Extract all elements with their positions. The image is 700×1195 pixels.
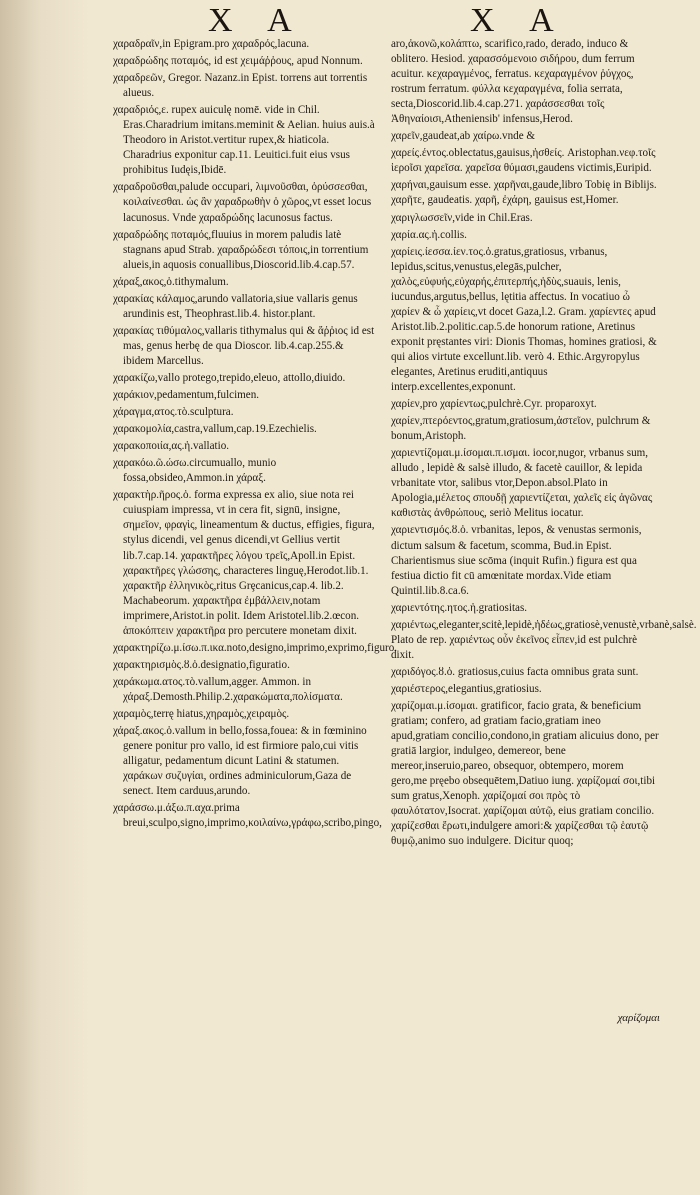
dictionary-entry: χαριέστερος,elegantius,gratiosius. bbox=[391, 682, 542, 695]
dictionary-entry: χαριεντίζομαι.μ.ίσομαι.π.ισμαι. iocor,nugor, vrbanus sum, alludo , lepidè & salsè illudo, & facetè cauillor, & lepida vrbanitate vtor, salibus vtor,Depon.absol.Plato in Apologia,μέλετος σπουδῇ χαριεντίζεται, χαλεῖς εἰς ἀγῶνας καθιστὰς ἀνθρώπους, seriò Melitus iocatur. bbox=[391, 447, 653, 520]
dictionary-entry: χαρία.ας.ἡ.collis. bbox=[391, 228, 467, 241]
dictionary-entry: χαρείς.έντος.oblectatus,gauisus,ἡσθείς. Aristophan.νεφ.τοῖς ἱεροῖσι χαρεῖσα. χαρεῖσα θύμασι,gaudens victimis,Euripid. bbox=[391, 147, 656, 175]
dictionary-entry: χάραγμα,ατος.τὸ.sculptura. bbox=[113, 406, 234, 419]
dictionary-entry: χαραδρώδης ποταμός,fluuius in morem paludis latè stagnans apud Strab. χαραδρώδεσι τόποις,in torrentium alueis,in aquosis conuallibus,Dioscorid.lib.4.cap.57. bbox=[113, 228, 369, 271]
dictionary-entry: χάραξ.ακος.ὁ.vallum in bello,fossa,fouea: & in fœminino genere ponitur pro vallo, id est firmiore palo,cui vitis alligatur, pedamentum dicunt Latini & statumen. χαράκων συζυγίαι, ordines adminiculorum,Gaza de senect. Item carduus,arundo. bbox=[113, 725, 367, 798]
dictionary-entry: χαρακίας κάλαμος,arundo vallatoria,siue vallaris genus arundinis est, Theophrast.lib.4. histor.plant. bbox=[113, 292, 358, 320]
dictionary-entry: χάραξ,ακος,ὁ.tithymalum. bbox=[113, 275, 229, 288]
dictionary-entry: χαρίεν,πτερόεντος,gratum,gratiosum,ἀστεῖον, pulchrum & bonum,Aristoph. bbox=[391, 415, 651, 443]
dictionary-entry: χαρίεις.ίεσσα.ίεν.τος.ὁ.gratus,gratiosus, vrbanus, lepidus,scitus,venustus,elegās,pulcher, χαλὸς,εὐφυής,εὐχαρής,ἐπιτερπής,ἡδὺς,suauis, lenis, iucundus,argutus,bellus, lętitia affectus. In vocatiuo ὦ χαρίεν & ὦ χαρίεις,vt docet Gaza,l.2. Gram. χαρίεντες apud Aristot.lib.2.politic.cap.5.de honorum ratione, Aretinus exponit pręstantes viri: Dionis Thomas, homines gratiosi, & qui alios virtute excellunt.lib. verò 4. Ethic.Argyropylus elegantes, Aretinus eruditi,antiquus interp.excellentes,exponunt. bbox=[391, 245, 657, 394]
dictionary-entry: χαρακτηρίζω.μ.ίσω.π.ικα.noto,designo,imprimo,exprimo,figuro. bbox=[113, 641, 398, 654]
dictionary-entry: χαρακόω.ῶ.ώσω.circumuallo, munio fossa,obsideo,Ammon.in χάραξ. bbox=[113, 457, 277, 485]
dictionary-entry: χαράκιον,pedamentum,fulcimen. bbox=[113, 389, 260, 402]
right-column bbox=[391, 37, 697, 851]
dictionary-entry: χαραδροῦσθαι,palude occupari, λιμνοῦσθαι, ὀρύσσεσθαι, κοιλαίνεσθαι. ὡς ἂν χαραδρωθὴν ὁ χῶρος,vt esset locus lacunosus. Vnde χαραδρώδης lacunosus factus. bbox=[113, 181, 372, 224]
dictionary-entry: χαραδραῖν,in Epigram.pro χαραδρός,lacuna. bbox=[113, 38, 310, 50]
dictionary-entry: χαρίεν,pro χαρίεντως,pulchrè.Cyr. proparoxyt. bbox=[391, 398, 597, 411]
dictionary-entry: χαριεντισμός.ȣ.ὁ. vrbanitas, lepos, & venustas sermonis, dictum salsum & facetum, scomma, Bud.in Epist. Charientismus siue scōma (inquit Rufin.) figura est qua festiua dictio fit cū amœnitate mordax.Vide etiam Quintil.lib.8.ca.6. bbox=[391, 524, 642, 597]
dictionary-entry: χαραδριός,ε. rupex auiculę nomē. vide in Chil. Eras.Charadrium imitans.meminit & Aelian. huius auis.à Theodoro in Aristot.vertitur rupex,& hiaticola. Charadrius exponitur cap.11. Leuitici.fuit eius vsus prohibitus Iudęis,Ibidē. bbox=[113, 104, 375, 177]
dictionary-entry: χαριγλωσσεῖν,vide in Chil.Eras. bbox=[391, 211, 533, 224]
dictionary-entry: χαριδόγος.ȣ.ὁ. gratiosus,cuius facta omnibus grata sunt. bbox=[391, 665, 639, 678]
catchword: χαρίζομαι bbox=[617, 1012, 660, 1024]
dictionary-entry: χαρακοποιία,ας.ἡ.vallatio. bbox=[113, 440, 230, 453]
dictionary-entry: χαρεῖν,gaudeat,ab χαίρω.vnde & bbox=[391, 130, 536, 143]
dictionary-entry: χαρακίας τιθύμαλος,vallaris tithymalus qui & ἄῤῥιος id est mas, genus herbę de qua Dioscor. lib.4.cap.255.& ibidem Marcellus. bbox=[113, 324, 375, 367]
running-head-right: X A bbox=[470, 2, 568, 39]
dictionary-entry: χαράκωμα.ατος.τὸ.vallum,agger. Ammon. in χάραξ.Demosth.Philip.2.χαρακώματα,πολίσματα. bbox=[113, 675, 343, 703]
page-gutter-shadow bbox=[0, 0, 90, 1195]
dictionary-entry: χαρήναι,gauisum esse. χαρῆναι,gaude,libro Tobię in Biblijs. χαρῆτε, gaudeatis. χαρῆ, ἐχάρη, gauisus est,Homer. bbox=[391, 179, 657, 207]
dictionary-entry: χαραμὸς,terrę hiatus,χηραμὸς,χειραμὸς. bbox=[113, 707, 290, 720]
dictionary-entry: χαράσσω.μ.άξω.π.αχα.prima breui,sculpo,signo,imprimo,κοιλαίνω,γράφω,scribo,pingo, bbox=[113, 802, 382, 830]
dictionary-entry: χαρακτὴρ.ῆρος.ὁ. forma expressa ex alio, siue nota rei cuiuspiam impressa, vt in cera fit, signū, insigne, σημεῖον, φραγὶς, lineamentum & ductus, effigies, figura, stylus dicendi, vel genus dicendi,vt Gellius vertit lib.7.cap.14. χαρακτῆρες λόγου τρεῖς,Apoll.in Epist. χαρακτῆρες γλώσσης, characteres linguę,Herodot.lib.1. χαρακτῆρ ἑλληνικὸς,ritus Grȩcanicus,cap.4. lib.2. Machabeorum. χαρακτῆρα ἐμβάλλειν,notam imprimere,Aristot.in polit. Idem Aristotel.lib.2.œcon. ἀποκόπτειν χαρακτῆρα pro percutere monetam dixit. bbox=[113, 489, 375, 637]
running-head-left: X A bbox=[208, 2, 306, 39]
dictionary-entry: χαριεντότης.ητος.ἡ.gratiositas. bbox=[391, 601, 528, 614]
dictionary-entry: χαρακίζω,vallo protego,trepido,eleuo, attollo,diuido. bbox=[113, 371, 346, 384]
dictionary-entry: χαραδρεῶν, Gregor. Nazanz.in Epist. torrens aut torrentis alueus. bbox=[113, 72, 368, 100]
dictionary-entry: χαρακτηρισμὸς.ȣ.ὁ.designatio,figuratio. bbox=[113, 658, 290, 671]
dictionary-entry: χαρακομολία,castra,vallum,cap.19.Ezechielis. bbox=[113, 423, 317, 436]
dictionary-entry: χαριέντως,eleganter,scitè,lepidè,ἡδέως,gratiosè,venustè,vrbanè,salsè. Plato de rep. χαριέντως οὖν ἐκεῖνος εἶπεν,id est pulchrè dixit. bbox=[391, 618, 697, 661]
dictionary-entry: χαραδρώδης ποταμός, id est χειμάῤῥους, apud Nonnum. bbox=[113, 55, 363, 68]
left-column bbox=[113, 37, 398, 833]
dictionary-entry: χαρίζομαι.μ.ίσομαι. gratificor, facio grata, & beneficium gratiam; confero, ad gratiam facio,gratiam ineo apud,gratiam concilio,condono,in gratiam alicuius dono, per gratiā largior, indulgeo, demereor, bene mereor,inseruio,pareo, obsequor, obtempero, morem gero,me pręebo obsequētem,Datiuo iung. χαρίζομαί σοι,tibi sum gratus,Xenoph. χαρίζομαί σοι πρὸς τὸ φαυλότατον,Isocrat. χαρίζομαι αὐτῷ, eius gratiam concilio. χαρίζεσθαι ἔρωτι,indulgere amori:& χαρίζεσθαι τῷ ἑαυτῷ θυμῷ,animo suo indulgere. Dicitur quoq; bbox=[391, 699, 659, 848]
dictionary-entry: aro,ἀκονῶ,κολάπτω, scarifico,rado, derado, induco & oblitero. Hesiod. χαρασσόμενοιο σιδήρου, dum ferrum acuitur. κεχαραγμένος, ferratus. κεχαραγμένον ῥύγχος, rostrum ferratum. φύλλα κεχαραγμένα, folia serrata, secta,Dioscorid.lib.4.cap.271. χαράσσεσθαι τοῖς Ἀθηναίοισι,Atheniensib' infensus,Herod. bbox=[391, 38, 635, 126]
